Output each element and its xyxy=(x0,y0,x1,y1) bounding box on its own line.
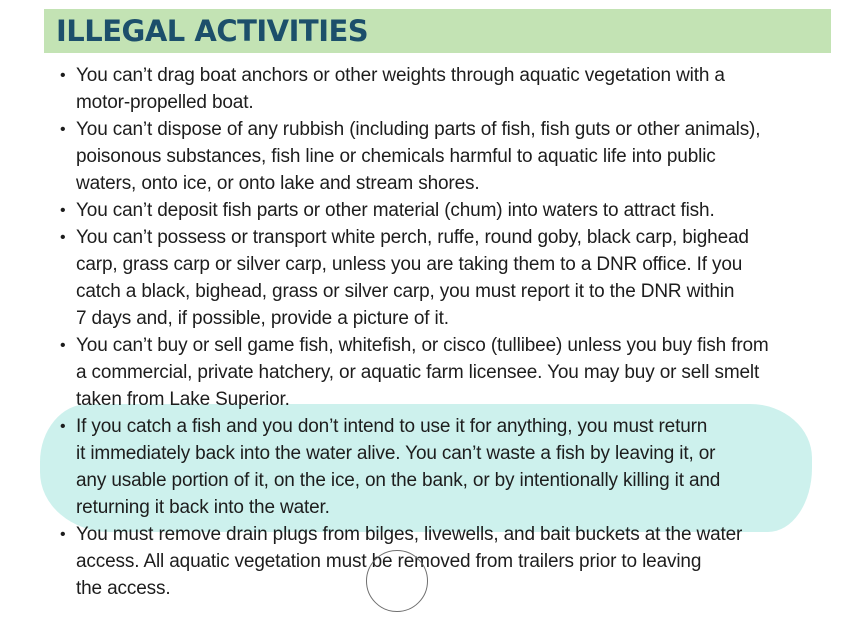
rule-line: returning it back into the water. xyxy=(76,497,330,518)
touch-cursor-indicator xyxy=(366,550,428,612)
bullet-icon: • xyxy=(60,526,66,543)
bullet-icon: • xyxy=(60,418,66,435)
section-heading-bar xyxy=(44,9,831,53)
rule-line: You can’t buy or sell game fish, whitefish, or cisco (tullibee) unless you buy fish from xyxy=(76,335,769,356)
rule-line: You can’t dispose of any rubbish (including parts of fish, fish guts or other animals), xyxy=(76,119,761,140)
rule-line: the access. xyxy=(76,578,171,599)
bullet-icon: • xyxy=(60,202,66,219)
rule-line: You can’t possess or transport white perch, ruffe, round goby, black carp, bighead xyxy=(76,227,749,248)
section-title: ILLEGAL ACTIVITIES xyxy=(56,14,369,48)
rule-line: a commercial, private hatchery, or aquatic farm licensee. You may buy or sell smelt xyxy=(76,362,760,383)
rule-line: it immediately back into the water alive. You can’t waste a fish by leaving it, or xyxy=(76,443,716,464)
rule-line: any usable portion of it, on the ice, on the bank, or by intentionally killing it and xyxy=(76,470,721,491)
bullet-icon: • xyxy=(60,67,66,84)
bullet-icon: • xyxy=(60,337,66,354)
rule-line: taken from Lake Superior. xyxy=(76,389,290,410)
rule-item xyxy=(0,197,769,224)
rule-line: motor-propelled boat. xyxy=(76,92,254,113)
rule-line: If you catch a fish and you don’t intend to use it for anything, you must return xyxy=(76,416,708,437)
rule-line: 7 days and, if possible, provide a picture of it. xyxy=(76,308,449,329)
rule-item xyxy=(0,332,769,413)
rule-line: access. All aquatic vegetation must be removed from trailers prior to leaving xyxy=(76,551,702,572)
rule-line: carp, grass carp or silver carp, unless you are taking them to a DNR office. If you xyxy=(76,254,743,275)
rule-line: You can’t deposit fish parts or other material (chum) into waters to attract fish. xyxy=(76,200,715,221)
rule-item-highlighted xyxy=(0,413,769,521)
rule-line: waters, onto ice, or onto lake and stream shores. xyxy=(76,173,480,194)
rule-line: You must remove drain plugs from bilges, livewells, and bait buckets at the water xyxy=(76,524,743,545)
rule-item xyxy=(0,116,769,197)
rules-list xyxy=(0,62,769,602)
rule-line: catch a black, bighead, grass or silver carp, you must report it to the DNR within xyxy=(76,281,735,302)
rule-line: poisonous substances, fish line or chemicals harmful to aquatic life into public xyxy=(76,146,716,167)
bullet-icon: • xyxy=(60,121,66,138)
rule-item xyxy=(0,62,769,116)
bullet-icon: • xyxy=(60,229,66,246)
rule-line: You can’t drag boat anchors or other weights through aquatic vegetation with a xyxy=(76,65,725,86)
rule-item xyxy=(0,224,769,332)
